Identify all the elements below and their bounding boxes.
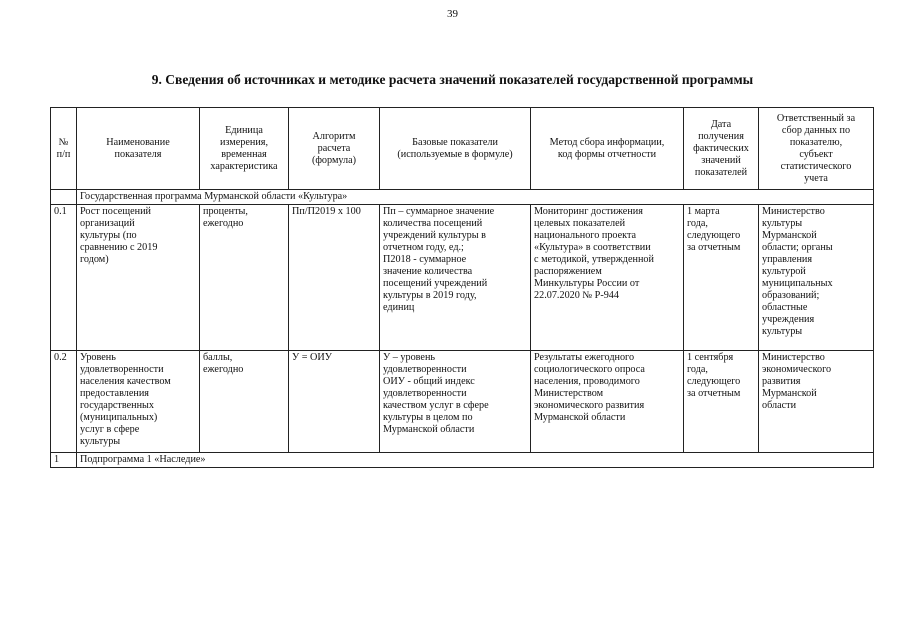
row-base: У – уровень удовлетворенности ОИУ - общий индекс удовлетворенности качеством услуг в сфере культуры в целом по Мурманской области bbox=[380, 351, 531, 453]
row-formula: У = ОИУ bbox=[289, 351, 380, 453]
row-base: Пп – суммарное значение количества посещений учреждений культуры в отчетном году, ед.; П2018 - суммарное значение количества посещений учреждений культуры в 2019 году, единиц bbox=[380, 205, 531, 351]
header-row bbox=[51, 108, 874, 190]
row-formula: Пп/П2019 х 100 bbox=[289, 205, 380, 351]
table-row bbox=[51, 205, 874, 351]
row-unit: проценты, ежегодно bbox=[200, 205, 289, 351]
indicators-table bbox=[50, 107, 874, 468]
header-name: Наименование показателя bbox=[77, 108, 200, 190]
row-date: 1 сентября года, следующего за отчетным bbox=[684, 351, 759, 453]
row-name: Уровень удовлетворенности населения качеством предоставления государственных (муниципальных) услуг в сфере культуры bbox=[77, 351, 200, 453]
row-method: Результаты ежегодного социологического опроса населения, проводимого Министерством экономического развития Мурманской области bbox=[531, 351, 684, 453]
row-number: 0.1 bbox=[51, 205, 77, 351]
row-unit: баллы, ежегодно bbox=[200, 351, 289, 453]
subprogram-row bbox=[51, 453, 874, 468]
program-row-label: Государственная программа Мурманской области «Культура» bbox=[77, 190, 874, 205]
header-date: Дата получения фактических значений показателей bbox=[684, 108, 759, 190]
table-row bbox=[51, 351, 874, 453]
header-number: № п/п bbox=[51, 108, 77, 190]
row-method: Мониторинг достижения целевых показателей национального проекта «Культура» в соответствии с методикой, утвержденной распоряжением Минкультуры России от 22.07.2020 № Р-944 bbox=[531, 205, 684, 351]
program-row bbox=[51, 190, 874, 205]
header-method: Метод сбора информации, код формы отчетности bbox=[531, 108, 684, 190]
page-number: 39 bbox=[447, 8, 458, 20]
program-row-number bbox=[51, 190, 77, 205]
subprogram-row-number: 1 bbox=[51, 453, 77, 468]
row-responsible: Министерство культуры Мурманской области; органы управления культурой муниципальных образований; областные учреждения культуры bbox=[759, 205, 874, 351]
row-number: 0.2 bbox=[51, 351, 77, 453]
header-unit: Единица измерения, временная характеристика bbox=[200, 108, 289, 190]
row-responsible: Министерство экономического развития Мурманской области bbox=[759, 351, 874, 453]
subprogram-row-label: Подпрограмма 1 «Наследие» bbox=[77, 453, 874, 468]
row-name: Рост посещений организаций культуры (по сравнению с 2019 годом) bbox=[77, 205, 200, 351]
section-heading: 9. Сведения об источниках и методике расчета значений показателей государственной программы bbox=[151, 72, 754, 87]
row-date: 1 марта года, следующего за отчетным bbox=[684, 205, 759, 351]
header-base: Базовые показатели (используемые в формуле) bbox=[380, 108, 531, 190]
header-responsible: Ответственный за сбор данных по показателю, субъект статистического учета bbox=[759, 108, 874, 190]
header-formula: Алгоритм расчета (формула) bbox=[289, 108, 380, 190]
